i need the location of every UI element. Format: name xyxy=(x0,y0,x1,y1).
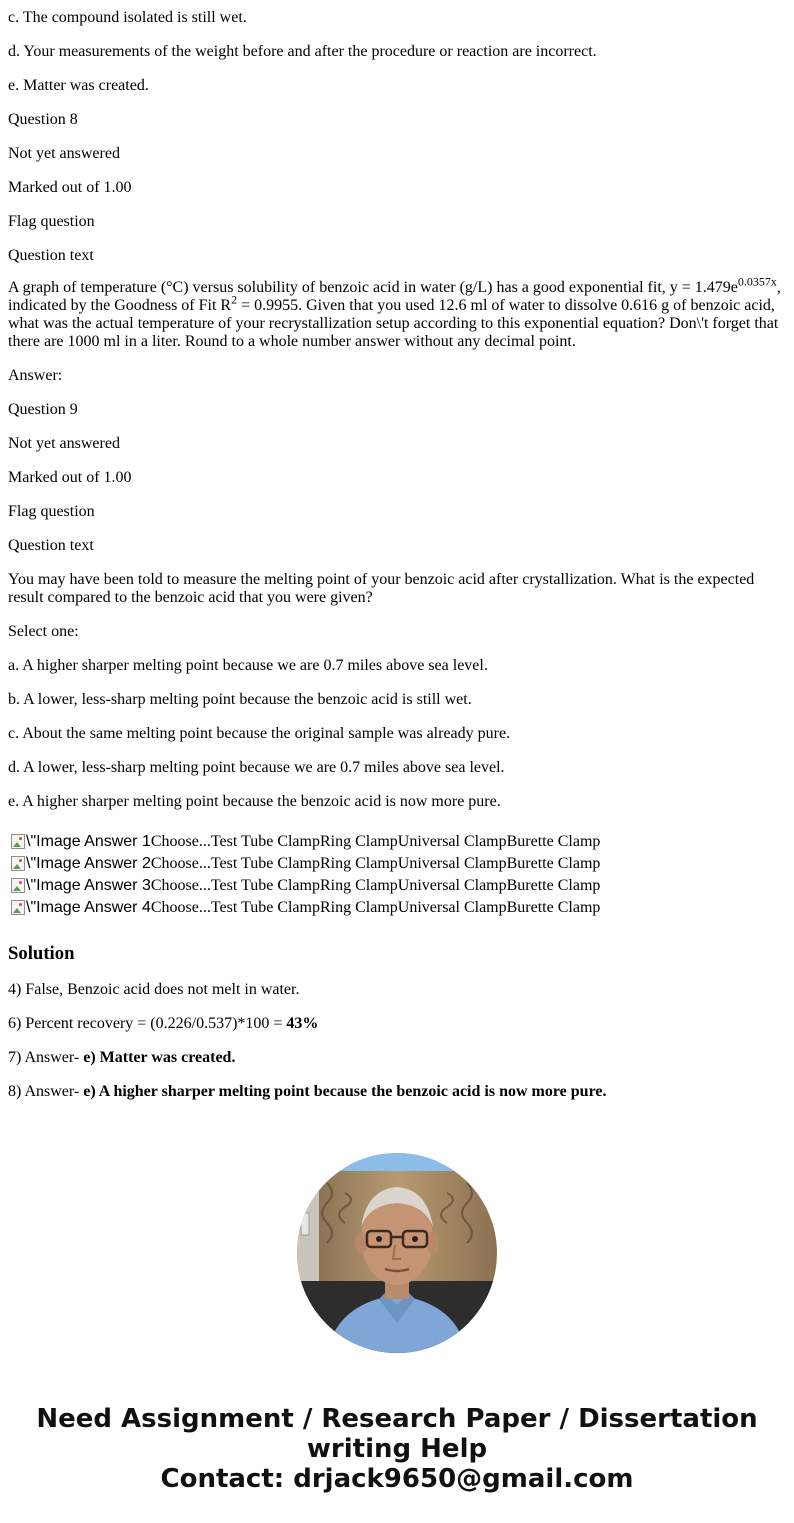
page-content xyxy=(8,0,786,1117)
q8-flag: Flag question xyxy=(8,213,95,230)
solution-line-6-text: 6) Percent recovery = (0.226/0.537)*100 = xyxy=(8,1015,287,1032)
solution-line-6-answer: 43% xyxy=(286,1015,319,1032)
q8-text-part3: = 0.9955. Given that you used 12.6 ml of water to dissolve 0.616 g of benzoic acid, what was the actual temperature of your recrystallization setup according to this exponential equation? Don\'t forget that there are 1000 ml in a liter. Round to a whole number answer without any decimal point. xyxy=(8,297,779,350)
q8-number: Question 8 xyxy=(8,111,78,128)
solution-heading: Solution xyxy=(8,943,75,964)
q9-option-a: a. A higher sharper melting point because we are 0.7 miles above sea level. xyxy=(8,657,488,674)
q9-marks: Marked out of 1.00 xyxy=(8,469,132,486)
image-answer-row xyxy=(11,899,786,921)
q9-number: Question 9 xyxy=(8,401,78,418)
solution-section xyxy=(8,981,786,1101)
q9-flag: Flag question xyxy=(8,503,95,520)
q9-question-text-label: Question text xyxy=(8,537,94,554)
q7-option-c: c. The compound isolated is still wet. xyxy=(8,9,247,26)
solution-line-6 xyxy=(8,1015,786,1033)
image-answer-row xyxy=(11,855,786,877)
clamp-options-text: Choose...Test Tube ClampRing ClampUniversal ClampBurette Clamp xyxy=(150,899,601,916)
q8-status: Not yet answered xyxy=(8,145,120,162)
q9-option-c: c. About the same melting point because the original sample was already pure. xyxy=(8,725,511,742)
footer-banner xyxy=(0,1404,794,1494)
tutor-avatar xyxy=(297,1153,497,1353)
broken-image-icon xyxy=(11,900,25,915)
q8-answer-label: Answer: xyxy=(8,367,63,384)
broken-image-icon xyxy=(11,856,25,871)
q8-r2-superscript: 2 xyxy=(231,292,238,307)
q8-question-body xyxy=(8,274,786,351)
questions-section xyxy=(8,9,786,811)
image-answer-row xyxy=(11,877,786,899)
solution-line-8-answer: e) A higher sharper melting point because the benzoic acid is now more pure. xyxy=(83,1083,607,1100)
q7-option-e: e. Matter was created. xyxy=(8,77,149,94)
q9-question-body: You may have been told to measure the melting point of your benzoic acid after crystallization. What is the expected result compared to the benzoic acid that you were given? xyxy=(8,571,755,606)
image-answer-list xyxy=(11,833,786,921)
q9-select-one: Select one: xyxy=(8,623,79,640)
clamp-options-text: Choose...Test Tube ClampRing ClampUniversal ClampBurette Clamp xyxy=(150,833,601,850)
q9-status: Not yet answered xyxy=(8,435,120,452)
q9-option-b: b. A lower, less-sharp melting point because the benzoic acid is still wet. xyxy=(8,691,472,708)
broken-image-icon xyxy=(11,878,25,893)
image-answer-row xyxy=(11,833,786,855)
tutor-photo xyxy=(297,1153,497,1353)
solution-line-8-text: 8) Answer- xyxy=(8,1083,84,1100)
image-alt-text: \"Image Answer 1 xyxy=(26,833,151,850)
q9-option-e: e. A higher sharper melting point because the benzoic acid is now more pure. xyxy=(8,793,501,810)
q8-exponent: 0.0357x xyxy=(737,274,777,289)
footer-help-text: Need Assignment / Research Paper / Dissertation writing Help xyxy=(36,1404,758,1464)
q8-question-text-label: Question text xyxy=(8,247,94,264)
solution-line-8 xyxy=(8,1083,786,1101)
q9-option-d: d. A lower, less-sharp melting point because we are 0.7 miles above sea level. xyxy=(8,759,505,776)
image-alt-text: \"Image Answer 3 xyxy=(26,877,151,894)
q8-text-part1: A graph of temperature (°C) versus solubility of benzoic acid in water (g/L) has a good exponential fit, y = 1.479e xyxy=(8,279,738,296)
solution-line-7-answer: e) Matter was created. xyxy=(83,1049,236,1066)
clamp-options-text: Choose...Test Tube ClampRing ClampUniversal ClampBurette Clamp xyxy=(150,855,601,872)
solution-line-7-text: 7) Answer- xyxy=(8,1049,84,1066)
image-alt-text: \"Image Answer 4 xyxy=(26,899,151,916)
broken-image-icon xyxy=(11,834,25,849)
image-alt-text: \"Image Answer 2 xyxy=(26,855,151,872)
clamp-options-text: Choose...Test Tube ClampRing ClampUniversal ClampBurette Clamp xyxy=(150,877,601,894)
q7-option-d: d. Your measurements of the weight before and after the procedure or reaction are incorrect. xyxy=(8,43,597,60)
q8-text-part2: , indicated by the Goodness of Fit R xyxy=(8,279,781,314)
q8-marks: Marked out of 1.00 xyxy=(8,179,132,196)
solution-line-4: 4) False, Benzoic acid does not melt in water. xyxy=(8,981,300,998)
solution-line-7 xyxy=(8,1049,786,1067)
footer-contact-text: Contact: drjack9650@gmail.com xyxy=(160,1464,634,1494)
